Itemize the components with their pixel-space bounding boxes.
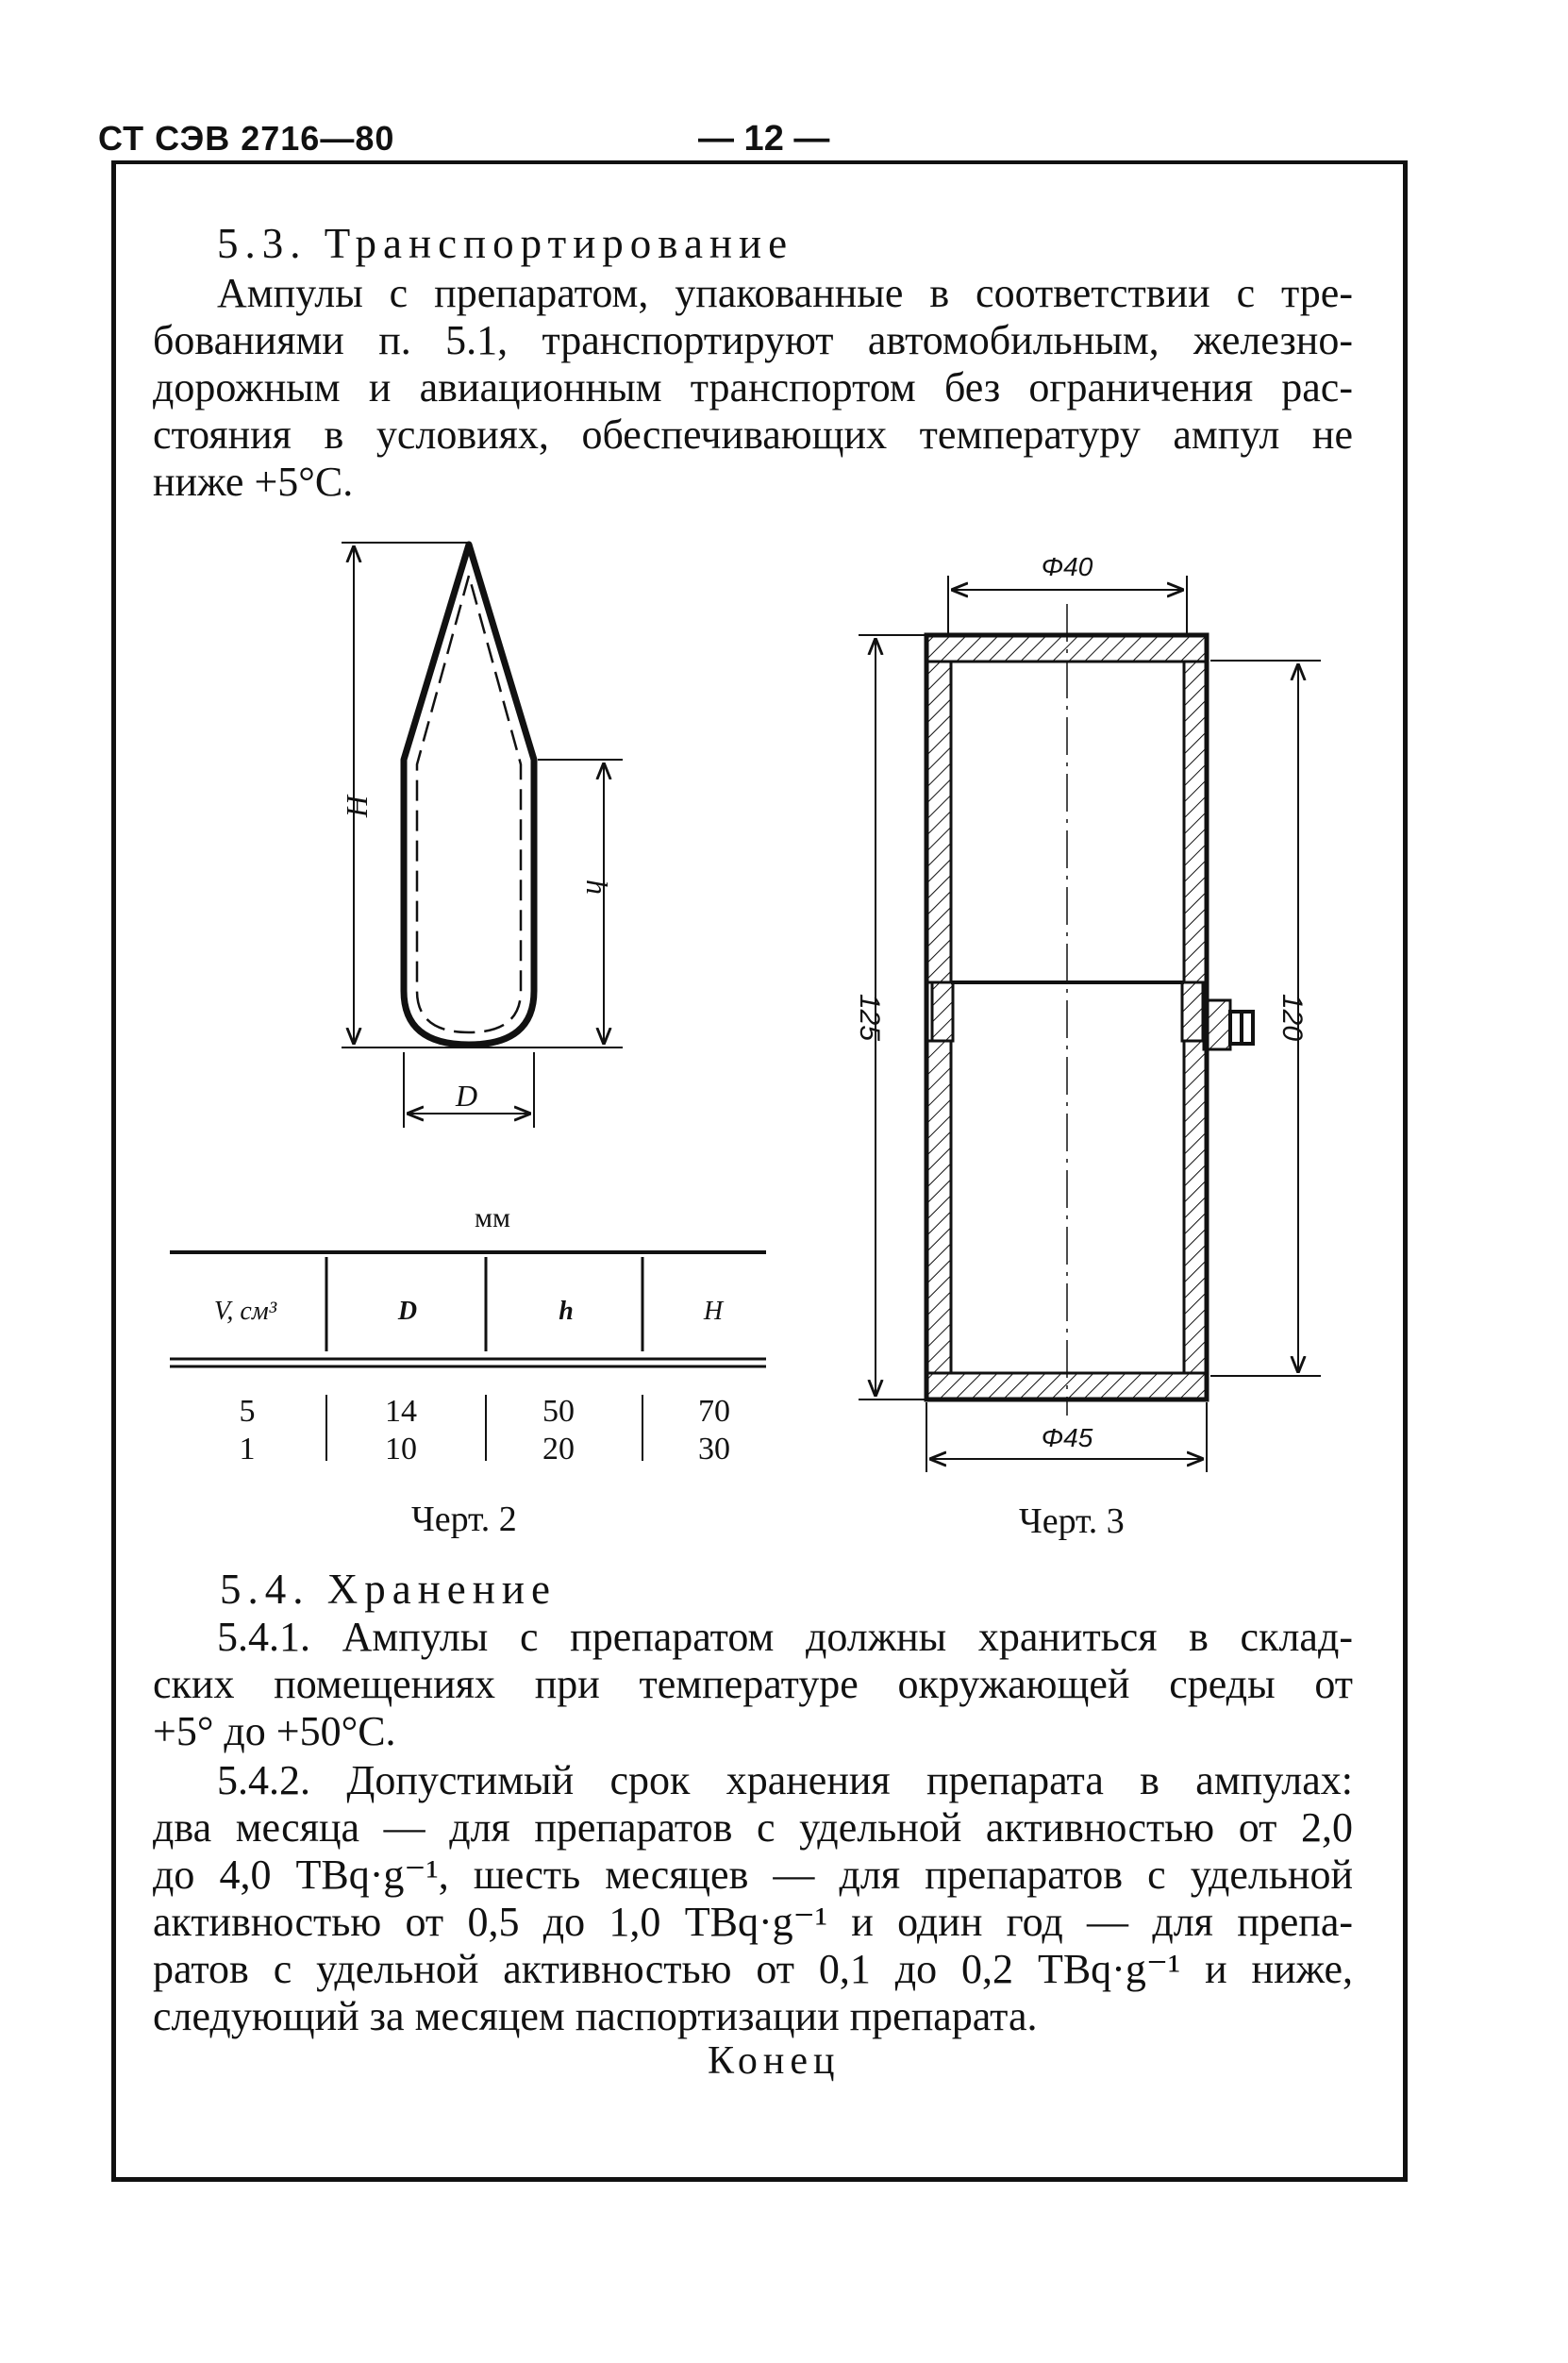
section-5-3-title: 5.3. Транспортирование [217,220,794,267]
table-cell: 10 [385,1432,417,1466]
figure-3-caption: Черт. 3 [1019,1501,1125,1541]
container-left-wall-lower [926,1041,951,1373]
ampoule-drawing [342,543,623,1128]
table-cell: 70 [698,1394,730,1429]
text-line: Ампулы с препаратом, упакованные в соответствии с тре- [217,270,1353,316]
section-5-4-2-text [153,1757,1353,2040]
text-line: ских помещениях при температуре окружающей среды от [153,1661,1353,1707]
text-line: дорожным и авиационным транспортом без ограничения рас- [153,364,1353,411]
label-right-height: 120 [1276,993,1308,1042]
text-line: до 4,0 TBq·g⁻¹, шесть месяцев — для препаратов с удельной [153,1852,1353,1898]
label-H: H [341,795,375,817]
table-cell: 14 [385,1394,417,1429]
table-unit: мм [475,1202,510,1233]
label-top-diameter: Φ40 [1041,552,1093,581]
container-left-collar [932,982,953,1041]
container-left-wall-upper [926,662,951,982]
text-line: бованиями п. 5.1, транспортируют автомобильным, железно- [153,317,1353,363]
ampoule-outline [404,545,534,1045]
container-right-collar [1182,982,1203,1041]
label-h: h [580,880,614,895]
table-cell: 1 [239,1432,256,1466]
container-drawing [859,576,1321,1472]
table-header-cell: H [703,1297,724,1326]
dimensions-table [170,1202,766,1466]
text-line: 5.4.2. Допустимый срок хранения препарата в ампулах: [217,1757,1353,1803]
text-line: активностью от 0,5 до 1,0 TBq·g⁻¹ и один год — для препа- [153,1899,1353,1945]
text-line: 5.4.1. Ампулы с препаратом должны храниться в склад- [217,1614,1353,1660]
text-line: следующий за месяцем паспортизации препарата. [153,1993,1038,2039]
table-cell: 30 [698,1432,730,1466]
table-header-cell: V, см³ [213,1297,277,1326]
text-line: два месяца — для препаратов с удельной активностью от 2,0 [153,1804,1353,1851]
section-5-4-1-text [153,1614,1353,1755]
table-cell: 50 [542,1394,575,1429]
label-D: D [456,1079,478,1113]
page-number: — 12 — [698,119,830,159]
latch-icon [1204,1000,1253,1049]
label-bottom-diameter: Φ45 [1041,1423,1093,1452]
standard-code: СТ СЭВ 2716—80 [98,119,395,158]
table-cell: 20 [542,1432,575,1466]
container-right-wall-upper [1184,662,1207,982]
text-line: ратов с удельной активностью от 0,1 до 0,2 TBq·g⁻¹ и ниже, [153,1946,1353,1992]
ampoule-inner-dashed [417,576,521,1032]
table-cell: 5 [239,1394,256,1429]
text-line: +5° до +50°С. [153,1708,396,1754]
table-header-cell: h [559,1297,574,1326]
section-5-4-title: 5.4. Хранение [220,1566,557,1613]
label-left-height: 125 [854,993,885,1042]
text-line: стояния в условиях, обеспечивающих температуру ампул не [153,411,1353,458]
table-header-cell: D [397,1297,418,1326]
container-right-wall-lower [1184,1041,1207,1373]
figure-2-caption: Черт. 2 [411,1500,517,1539]
document-end: Конец [708,2039,841,2083]
text-line: ниже +5°С. [153,459,354,505]
